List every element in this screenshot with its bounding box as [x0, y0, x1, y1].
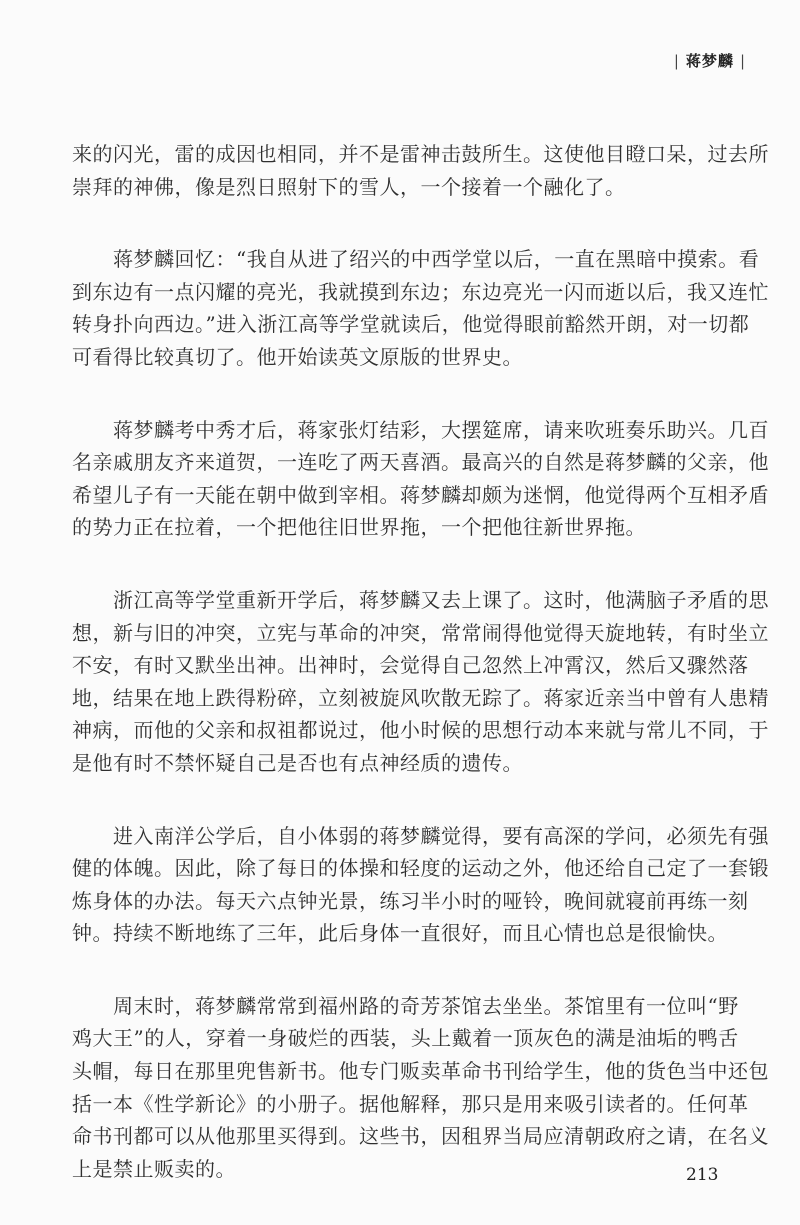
text-line: 浙江高等学堂重新开学后，蒋梦麟又去上课了。这时，他满脑子矛盾的思 — [72, 587, 769, 612]
text-line: 周末时，蒋梦麟常常到福州路的奇芳茶馆去坐坐。茶馆里有一位叫“野 — [72, 993, 739, 1018]
text-line: 头帽，每日在那里兜售新书。他专门贩卖革命书刊给学生，他的货色当中还包 — [72, 1059, 769, 1084]
text-line: 想，新与旧的冲突，立宪与革命的冲突，常常闹得他觉得天旋地转，有时坐立 — [72, 620, 769, 645]
text-line: 到东边有一点闪耀的亮光，我就摸到东边；东边亮光一闪而逝以后，我又连忙 — [72, 279, 769, 304]
paragraph — [72, 820, 769, 950]
text-line: 进入南洋公学后，自小体弱的蒋梦麟觉得，要有高深的学问，必须先有强 — [72, 823, 769, 848]
text-line: 蒋梦麟考中秀才后，蒋家张灯结彩，大摆筵席，请来吹班奏乐助兴。几百 — [72, 417, 769, 442]
text-line: 神病，而他的父亲和叔祖都说过，他小时候的思想行动本来就与常儿不同，于 — [72, 718, 769, 743]
text-line: 来的闪光，雷的成因也相同，并不是雷神击鼓所生。这使他目瞪口呆，过去所 — [72, 142, 769, 166]
paragraph — [72, 584, 769, 780]
paragraph — [72, 243, 769, 373]
text-line: 可看得比较真切了。他开始读英文原版的世界史。 — [72, 344, 523, 369]
text-line: 鸡大王”的人，穿着一身破烂的西装，头上戴着一顶灰色的满是油垢的鸭舌 — [72, 1026, 739, 1051]
paragraph — [72, 414, 769, 544]
text-line: 地，结果在地上跌得粉碎，立刻被旋风吹散无踪了。蒋家近亲当中曾有人患精 — [72, 685, 769, 710]
text-line: 名亲戚朋友齐来道贺，一连吃了两天喜酒。最高兴的自然是蒋梦麟的父亲，他 — [72, 450, 769, 475]
page-number: 213 — [686, 1165, 719, 1185]
text-line: 炼身体的办法。每天六点钟光景，练习半小时的哑铃，晚间就寝前再练一刻 — [72, 888, 749, 913]
header-separator-right: | — [739, 52, 746, 70]
text-line: 不安，有时又默坐出神。出神时，会觉得自己忽然上冲霄汉，然后又骤然落 — [72, 653, 749, 678]
text-line: 括一本《性学新论》的小册子。据他解释，那只是用来吸引读者的。任何革 — [72, 1091, 749, 1116]
paragraph — [72, 138, 769, 203]
text-line: 命书刊都可以从他那里买得到。这些书，因租界当局应清朝政府之请，在名义 — [72, 1124, 769, 1149]
text-line: 健的体魄。因此，除了每日的体操和轻度的运动之外，他还给自己定了一套锻 — [72, 856, 769, 881]
text-line: 上是禁止贩卖的。 — [72, 1156, 236, 1181]
text-line: 希望儿子有一天能在朝中做到宰相。蒋梦麟却颇为迷惘，他觉得两个互相矛盾 — [72, 482, 769, 507]
body-text — [72, 138, 769, 1225]
text-line: 钟。持续不断地练了三年，此后身体一直很好，而且心情也总是很愉快。 — [72, 921, 728, 946]
text-line: 崇拜的神佛，像是烈日照射下的雪人，一个接着一个融化了。 — [72, 174, 626, 199]
running-header — [668, 50, 752, 71]
text-line: 的势力正在拉着，一个把他往旧世界拖，一个把他往新世界拖。 — [72, 515, 646, 540]
header-separator-left: | — [673, 52, 680, 70]
paragraph — [72, 990, 769, 1186]
text-line: 是他有时不禁怀疑自己是否也有点神经质的遗传。 — [72, 750, 523, 775]
text-line: 蒋梦麟回忆：“我自从进了绍兴的中西学堂以后，一直在黑暗中摸索。看 — [72, 247, 760, 272]
text-line: 转身扑向西边。”进入浙江高等学堂就读后，他觉得眼前豁然开朗，对一切都 — [72, 312, 750, 337]
header-title: 蒋梦麟 — [685, 52, 734, 70]
